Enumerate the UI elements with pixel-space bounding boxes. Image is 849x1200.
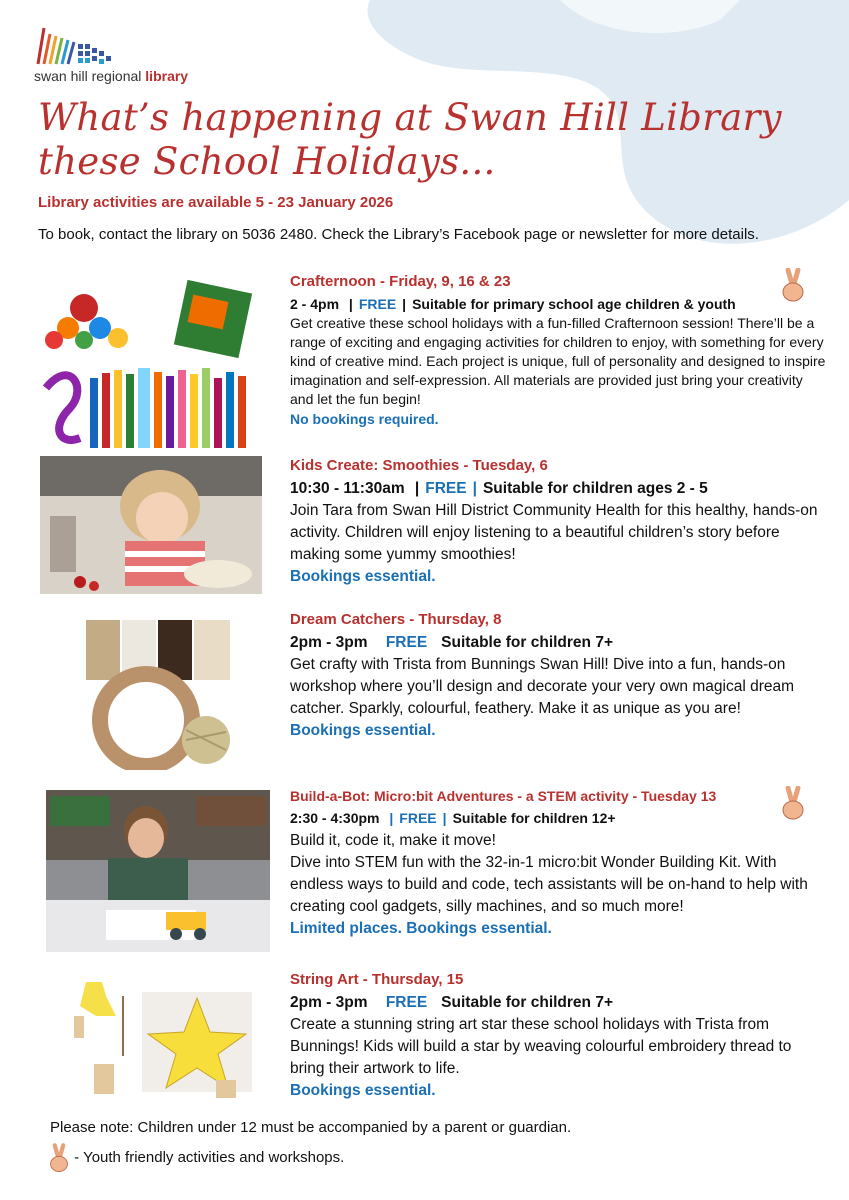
booking-note: Bookings essential. bbox=[290, 568, 436, 585]
free-badge: FREE bbox=[425, 480, 467, 497]
peace-hand-icon bbox=[780, 786, 806, 820]
event-details bbox=[290, 970, 830, 1102]
booking-note: Bookings essential. bbox=[290, 1082, 436, 1099]
meta-separator: | bbox=[348, 296, 353, 312]
event-time: 2:30 - 4:30pm bbox=[290, 810, 380, 826]
logo-emphasis: library bbox=[145, 68, 189, 84]
event-description-intro: Build it, code it, make it move! bbox=[290, 832, 496, 849]
meta-separator: | bbox=[389, 810, 394, 826]
free-badge: FREE bbox=[358, 296, 397, 312]
craft-supplies-image bbox=[40, 278, 262, 448]
booking-note: Limited places. Bookings essential. bbox=[290, 920, 552, 937]
meta-separator: | bbox=[414, 480, 420, 497]
event-details bbox=[290, 610, 830, 742]
event-audience: Suitable for children ages 2 - 5 bbox=[482, 480, 708, 497]
event-audience: Suitable for children 7+ bbox=[441, 634, 614, 651]
logo-prefix: swan hill regional bbox=[34, 68, 142, 84]
peace-hand-icon bbox=[48, 1143, 70, 1173]
event-description: Dive into STEM fun with the 32-in-1 micro:bit Wonder Building Kit. With endless ways to build and code, tech assistants will be on-hand to help with creating cool gadgets, silly machines, and so much more! bbox=[290, 854, 808, 915]
event-description: Get creative these school holidays with a fun-filled Crafternoon session! There’ll be a range of exciting and engaging activities for children to enjoy, with something for every kind of creative mind. Each project is unique, full of personality and designed to inspire imagination and self-expression. All materials are provided just bring your creativity and let the fun begin! bbox=[290, 315, 826, 407]
booking-note: Bookings essential. bbox=[290, 722, 436, 739]
child-smoothie-image bbox=[40, 456, 262, 594]
event-description: Get crafty with Trista from Bunnings Swan Hill! Dive into a fun, hands-on workshop where you’ll design and decorate your very own magical dream catcher. Sparkly, colourful, feathery. Make it as unique as you are! bbox=[290, 656, 795, 717]
event-time: 2 - 4pm bbox=[290, 296, 340, 312]
event-meta bbox=[290, 992, 830, 1014]
availability-text: Library activities are available 5 - 23 January 2026 bbox=[38, 194, 394, 211]
dream-catcher-materials-image bbox=[46, 620, 268, 770]
event-description: Join Tara from Swan Hill District Community Health for this healthy, hands-on activity. Children will enjoy listening to a beautiful children’s story before making some yummy smoothies! bbox=[290, 502, 818, 563]
peace-hand-icon bbox=[780, 268, 806, 302]
meta-separator: | bbox=[472, 480, 477, 497]
meta-separator: | bbox=[442, 810, 447, 826]
intro-text: To book, contact the library on 5036 2480. Check the Library’s Facebook page or newsletter for more details. bbox=[38, 226, 759, 243]
supervision-note: Please note: Children under 12 must be accompanied by a parent or guardian. bbox=[50, 1119, 572, 1136]
event-description: Create a stunning string art star these school holidays with Trista from Bunnings! Kids will build a star by weaving colourful embroidery thread to bring their artwork to life. bbox=[290, 1016, 792, 1077]
event-time: 2pm - 3pm bbox=[290, 634, 368, 651]
event-title: Kids Create: Smoothies - Tuesday, 6 bbox=[290, 457, 548, 474]
event-title: Build-a-Bot: Micro:bit Adventures - a STEM activity - Tuesday 13 bbox=[290, 788, 717, 804]
event-audience: Suitable for children 12+ bbox=[452, 810, 616, 826]
event-title: Crafternoon - Friday, 9, 16 & 23 bbox=[290, 273, 511, 290]
event-details bbox=[290, 456, 830, 588]
event-details bbox=[290, 272, 830, 429]
event-time: 10:30 - 11:30am bbox=[290, 480, 405, 497]
logo-text bbox=[34, 68, 188, 84]
event-meta bbox=[290, 478, 830, 500]
title-line-2: these School Holidays... bbox=[38, 140, 496, 183]
free-badge: FREE bbox=[399, 810, 437, 826]
page-title bbox=[38, 96, 818, 184]
event-title: Dream Catchers - Thursday, 8 bbox=[290, 611, 502, 628]
event-audience: Suitable for children 7+ bbox=[441, 994, 614, 1011]
free-badge: FREE bbox=[385, 994, 428, 1011]
logo-mark-icon bbox=[34, 26, 124, 66]
title-line-1: What’s happening at Swan Hill Library bbox=[38, 96, 782, 139]
event-meta bbox=[290, 808, 830, 828]
child-robot-kit-image bbox=[46, 790, 270, 952]
event-meta bbox=[290, 294, 830, 314]
meta-separator: | bbox=[402, 296, 407, 312]
event-title: String Art - Thursday, 15 bbox=[290, 971, 464, 988]
legend bbox=[48, 1143, 344, 1173]
booking-note: No bookings required. bbox=[290, 411, 439, 427]
free-badge: FREE bbox=[385, 634, 428, 651]
event-meta bbox=[290, 632, 830, 654]
event-audience: Suitable for primary school age children & youth bbox=[412, 296, 736, 312]
event-time: 2pm - 3pm bbox=[290, 994, 368, 1011]
event-details bbox=[290, 786, 830, 940]
legend-text: - Youth friendly activities and workshops. bbox=[74, 1148, 345, 1166]
string-art-star-image bbox=[66, 976, 256, 1102]
library-logo bbox=[34, 26, 234, 88]
